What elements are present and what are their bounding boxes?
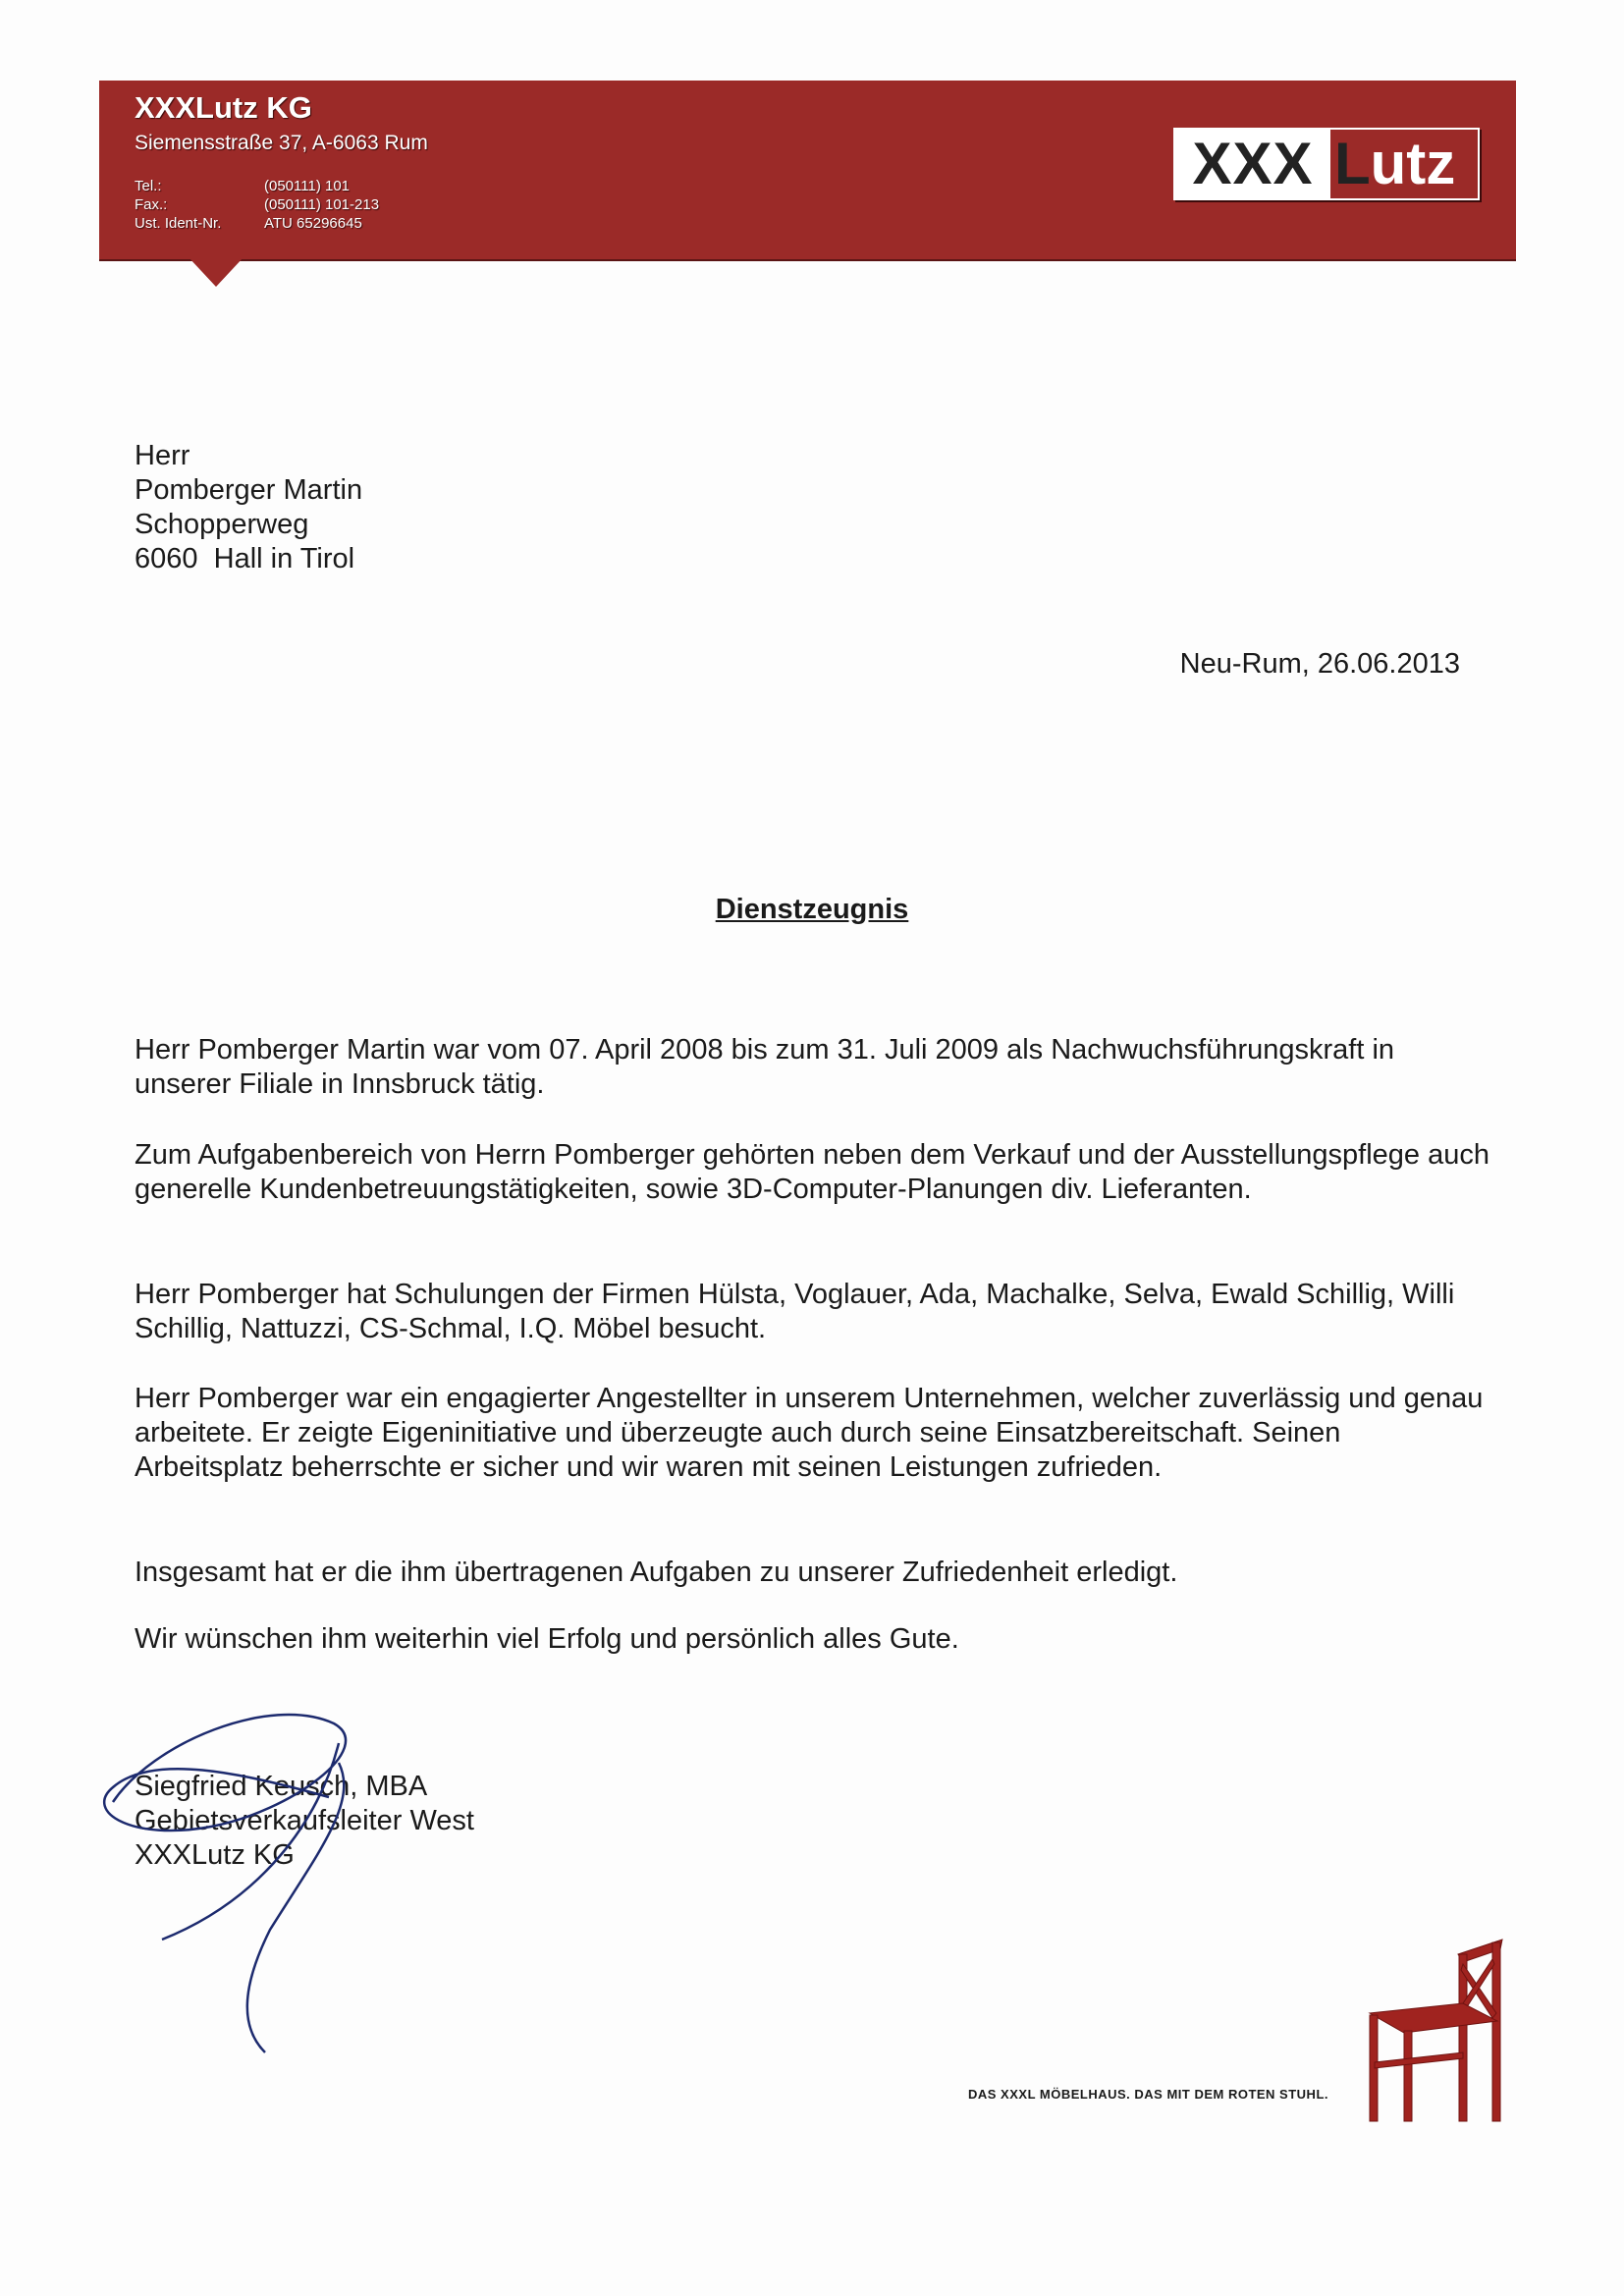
- contact-block: [135, 177, 379, 233]
- contact-label: Fax.:: [135, 196, 168, 213]
- letter-title: Dienstzeugnis: [715, 894, 909, 925]
- paragraph: Herr Pomberger war ein engagierter Angestellter in unserem Unternehmen, welcher zuverlässig und genau arbeitete. Er zeigte Eigeninitiative und überzeugte auch durch seine Einsatzbereitschaft. Seinen Arbeitsplatz beherrschte er sicher und wir waren mit seinen Leistungen zufrieden.: [135, 1383, 1484, 1483]
- logo-part2: [1330, 130, 1455, 198]
- paragraph: Zum Aufgabenbereich von Herrn Pomberger gehörten neben dem Verkauf und der Ausstellungspflege auch generelle Kundenbetreuungstätigkeiten, sowie 3D-Computer-Planungen div. Lieferanten.: [135, 1139, 1490, 1205]
- contact-value: (050111) 101-213: [264, 196, 380, 213]
- contact-value: (050111) 101: [264, 178, 351, 194]
- signer-company: XXXLutz KG: [135, 1839, 295, 1871]
- letter-date: Neu-Rum, 26.06.2013: [1179, 648, 1460, 680]
- recipient-address: [135, 439, 362, 576]
- company-name: XXXLutz KG: [135, 90, 312, 125]
- signer-title: Gebietsverkaufsleiter West: [135, 1805, 474, 1836]
- logo-letter-l: L: [1334, 131, 1371, 196]
- paragraph: Insgesamt hat er die ihm übertragenen Aufgaben zu unserer Zufriedenheit erledigt.: [135, 1557, 1178, 1588]
- contact-label: Tel.:: [135, 178, 162, 194]
- letterhead-pointer: [189, 257, 244, 287]
- contact-label: Ust. Ident-Nr.: [135, 215, 222, 232]
- recipient-line: Herr: [135, 440, 190, 471]
- logo-rest: utz: [1370, 131, 1456, 196]
- contact-value: ATU 65296645: [264, 215, 362, 232]
- handwritten-signature: [93, 1704, 407, 2057]
- recipient-line: Schopperweg: [135, 509, 309, 540]
- logo-part1: XXX: [1175, 130, 1330, 198]
- paragraph: Herr Pomberger hat Schulungen der Firmen Hülsta, Voglauer, Ada, Machalke, Selva, Ewald Schillig, Willi Schillig, Nattuzzi, CS-Schmal, I.Q. Möbel besucht.: [135, 1279, 1455, 1344]
- xxxlutz-logo: [1173, 128, 1480, 200]
- recipient-line: Pomberger Martin: [135, 474, 363, 506]
- red-chair-icon: [1365, 1935, 1512, 2126]
- paragraph: Herr Pomberger Martin war vom 07. April 2008 bis zum 31. Juli 2009 als Nachwuchsführungskraft in unserer Filiale in Innsbruck tätig.: [135, 1034, 1395, 1100]
- company-address: Siemensstraße 37, A-6063 Rum: [135, 132, 428, 154]
- recipient-line: 6060 Hall in Tirol: [135, 543, 355, 574]
- signer-name: Siegfried Keusch, MBA: [135, 1771, 428, 1802]
- paragraph: Wir wünschen ihm weiterhin viel Erfolg und persönlich alles Gute.: [135, 1623, 959, 1655]
- footer-slogan: DAS XXXL MÖBELHAUS. DAS MIT DEM ROTEN STUHL.: [968, 2087, 1328, 2102]
